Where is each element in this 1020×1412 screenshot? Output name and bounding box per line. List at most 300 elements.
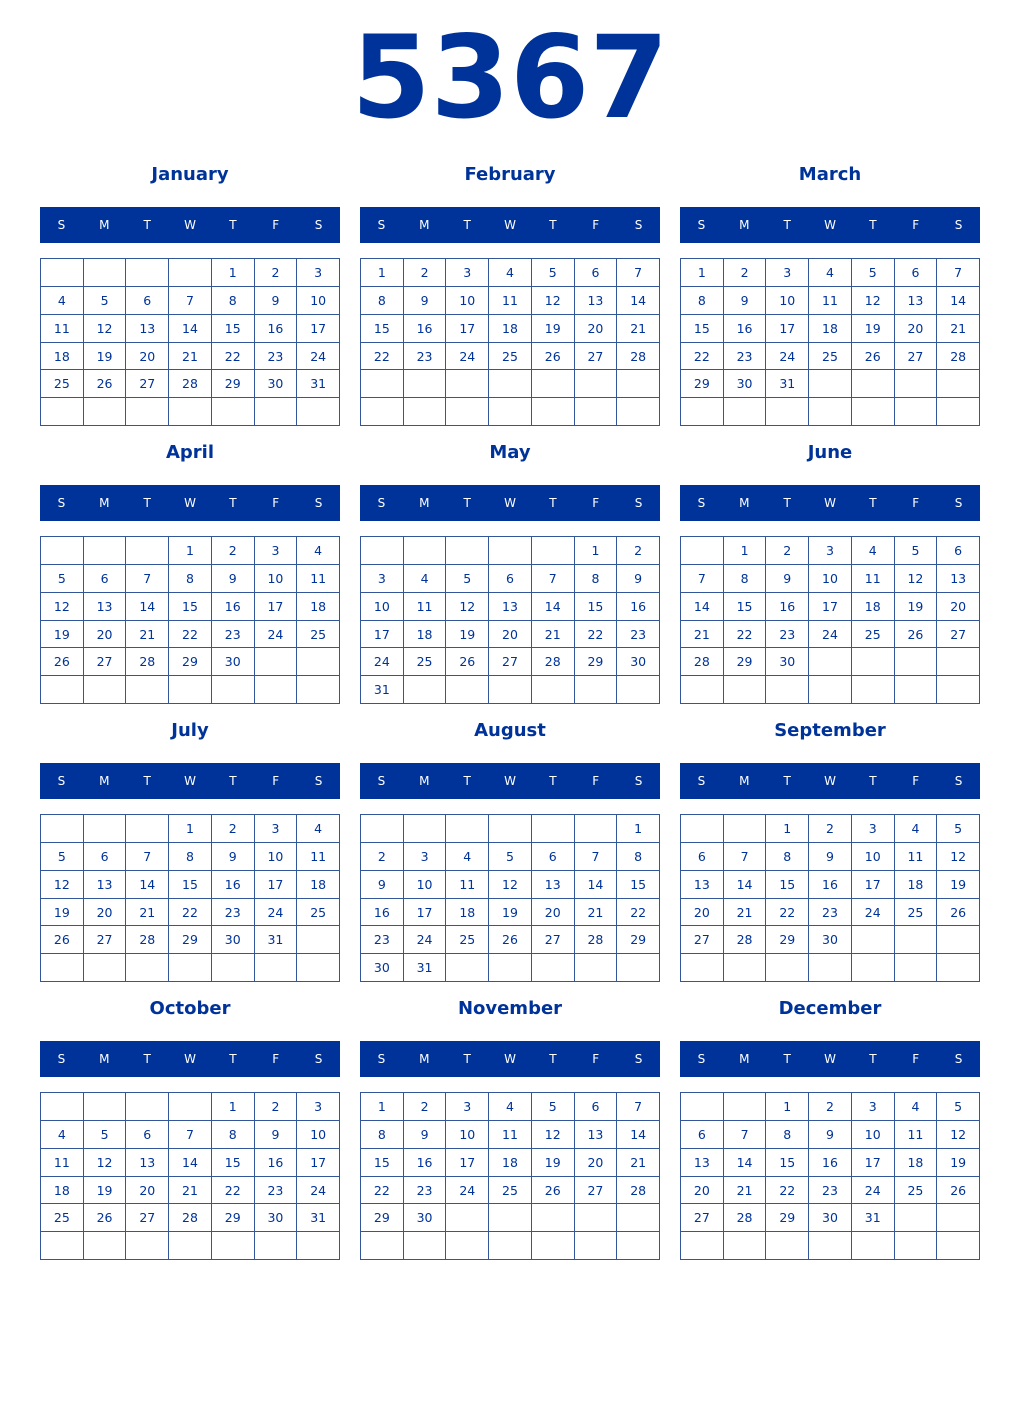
weekday-label: W — [504, 774, 516, 788]
empty-day-cell — [937, 676, 980, 704]
day-cell: 20 — [575, 315, 618, 343]
day-cell: 17 — [809, 593, 852, 621]
empty-day-cell — [937, 926, 980, 954]
day-cell: 3 — [297, 1093, 340, 1121]
day-cell: 2 — [212, 815, 255, 843]
day-cell: 10 — [852, 843, 895, 871]
day-cell: 23 — [404, 343, 447, 371]
day-cell: 7 — [724, 1121, 767, 1149]
day-cell: 6 — [681, 843, 724, 871]
empty-day-cell — [84, 676, 127, 704]
day-cell: 10 — [809, 565, 852, 593]
day-cell: 12 — [937, 1121, 980, 1149]
month-name: December — [778, 998, 882, 1019]
day-cell: 11 — [895, 1121, 938, 1149]
day-cell: 10 — [297, 287, 340, 315]
day-cell: 15 — [681, 315, 724, 343]
month-name: April — [165, 442, 215, 463]
day-cell: 9 — [809, 1121, 852, 1149]
day-grid — [360, 258, 660, 426]
day-cell: 6 — [489, 565, 532, 593]
month-september — [680, 713, 980, 985]
day-cell: 16 — [255, 315, 298, 343]
day-cell: 14 — [532, 593, 575, 621]
weekday-label: S — [314, 218, 323, 232]
weekday-label: T — [549, 218, 557, 232]
empty-day-cell — [617, 398, 660, 426]
day-cell: 27 — [84, 926, 127, 954]
day-cell: 4 — [404, 565, 447, 593]
day-cell: 9 — [255, 1121, 298, 1149]
empty-day-cell — [84, 1232, 127, 1260]
weekday-header — [360, 1041, 660, 1077]
day-cell: 8 — [212, 287, 255, 315]
weekday-label: T — [143, 774, 151, 788]
weekday-label: W — [824, 218, 836, 232]
weekday-label: T — [869, 496, 877, 510]
empty-day-cell — [446, 370, 489, 398]
day-cell: 28 — [169, 370, 212, 398]
weekday-label: T — [463, 774, 471, 788]
day-cell: 19 — [937, 1149, 980, 1177]
empty-day-cell — [575, 1204, 618, 1232]
day-cell: 24 — [852, 1177, 895, 1205]
day-cell: 17 — [852, 1149, 895, 1177]
empty-day-cell — [681, 537, 724, 565]
empty-day-cell — [895, 648, 938, 676]
empty-day-cell — [41, 1093, 84, 1121]
day-cell: 16 — [809, 871, 852, 899]
day-cell: 31 — [297, 370, 340, 398]
empty-day-cell — [126, 1232, 169, 1260]
empty-day-cell — [84, 954, 127, 982]
empty-day-cell — [766, 398, 809, 426]
month-name: October — [149, 998, 231, 1019]
day-cell: 3 — [446, 259, 489, 287]
day-cell: 11 — [446, 871, 489, 899]
day-cell: 29 — [361, 1204, 404, 1232]
empty-day-cell — [937, 1232, 980, 1260]
day-cell: 12 — [937, 843, 980, 871]
day-cell: 6 — [895, 259, 938, 287]
empty-day-cell — [724, 398, 767, 426]
day-cell: 8 — [766, 1121, 809, 1149]
day-cell: 29 — [724, 648, 767, 676]
empty-day-cell — [361, 815, 404, 843]
day-cell: 20 — [84, 621, 127, 649]
day-cell: 13 — [84, 593, 127, 621]
day-cell: 3 — [446, 1093, 489, 1121]
day-cell: 19 — [446, 621, 489, 649]
day-cell: 24 — [255, 621, 298, 649]
day-cell: 12 — [895, 565, 938, 593]
empty-day-cell — [41, 537, 84, 565]
day-cell: 21 — [724, 1177, 767, 1205]
weekday-label: S — [57, 1052, 66, 1066]
weekday-label: F — [592, 218, 600, 232]
weekday-label: S — [57, 218, 66, 232]
day-cell: 29 — [169, 926, 212, 954]
day-cell: 15 — [724, 593, 767, 621]
empty-day-cell — [212, 1232, 255, 1260]
day-cell: 28 — [126, 926, 169, 954]
empty-day-cell — [84, 259, 127, 287]
day-cell: 15 — [766, 1149, 809, 1177]
day-cell: 26 — [895, 621, 938, 649]
month-name: June — [807, 442, 853, 463]
day-cell: 21 — [724, 899, 767, 927]
day-cell: 12 — [489, 871, 532, 899]
empty-day-cell — [489, 676, 532, 704]
day-cell: 21 — [169, 343, 212, 371]
day-cell: 26 — [489, 926, 532, 954]
day-cell: 21 — [126, 899, 169, 927]
day-cell: 27 — [681, 926, 724, 954]
empty-day-cell — [809, 398, 852, 426]
weekday-header — [40, 1041, 340, 1077]
empty-day-cell — [84, 398, 127, 426]
empty-day-cell — [937, 1204, 980, 1232]
weekday-label: T — [869, 218, 877, 232]
day-cell: 21 — [937, 315, 980, 343]
day-cell: 5 — [532, 1093, 575, 1121]
day-cell: 19 — [41, 899, 84, 927]
day-cell: 11 — [297, 565, 340, 593]
weekday-label: F — [912, 496, 920, 510]
empty-day-cell — [169, 1232, 212, 1260]
empty-day-cell — [361, 398, 404, 426]
day-cell: 14 — [126, 593, 169, 621]
day-cell: 13 — [681, 1149, 724, 1177]
weekday-label: W — [504, 1052, 516, 1066]
weekday-label: T — [549, 774, 557, 788]
day-cell: 27 — [489, 648, 532, 676]
empty-day-cell — [446, 537, 489, 565]
empty-day-cell — [126, 815, 169, 843]
day-cell: 25 — [852, 621, 895, 649]
weekday-label: M — [739, 218, 750, 232]
day-cell: 12 — [84, 1149, 127, 1177]
weekday-label: T — [229, 496, 237, 510]
day-cell: 7 — [617, 259, 660, 287]
day-cell: 23 — [404, 1177, 447, 1205]
day-cell: 25 — [489, 1177, 532, 1205]
day-cell: 1 — [681, 259, 724, 287]
day-cell: 10 — [852, 1121, 895, 1149]
day-cell: 21 — [169, 1177, 212, 1205]
day-cell: 24 — [766, 343, 809, 371]
day-cell: 23 — [724, 343, 767, 371]
day-cell: 3 — [361, 565, 404, 593]
empty-day-cell — [895, 398, 938, 426]
empty-day-cell — [575, 676, 618, 704]
day-cell: 2 — [617, 537, 660, 565]
day-cell: 8 — [361, 287, 404, 315]
day-cell: 20 — [681, 1177, 724, 1205]
empty-day-cell — [126, 259, 169, 287]
empty-day-cell — [255, 676, 298, 704]
empty-day-cell — [895, 954, 938, 982]
weekday-label: S — [377, 218, 386, 232]
weekday-label: T — [143, 1052, 151, 1066]
day-cell: 1 — [617, 815, 660, 843]
day-cell: 15 — [212, 315, 255, 343]
day-cell: 8 — [575, 565, 618, 593]
weekday-label: M — [99, 218, 110, 232]
day-cell: 22 — [212, 343, 255, 371]
weekday-header — [680, 485, 980, 521]
day-cell: 9 — [404, 1121, 447, 1149]
day-grid — [40, 814, 340, 982]
empty-day-cell — [297, 926, 340, 954]
day-cell: 4 — [489, 1093, 532, 1121]
day-cell: 25 — [809, 343, 852, 371]
weekday-label: F — [592, 774, 600, 788]
weekday-label: W — [824, 774, 836, 788]
day-cell: 12 — [41, 593, 84, 621]
day-cell: 9 — [766, 565, 809, 593]
weekday-label: S — [57, 496, 66, 510]
empty-day-cell — [532, 1204, 575, 1232]
day-cell: 23 — [617, 621, 660, 649]
day-cell: 24 — [361, 648, 404, 676]
empty-day-cell — [404, 676, 447, 704]
weekday-label: S — [954, 218, 963, 232]
day-cell: 16 — [617, 593, 660, 621]
day-cell: 30 — [361, 954, 404, 982]
weekday-label: T — [463, 1052, 471, 1066]
day-cell: 3 — [852, 815, 895, 843]
day-cell: 11 — [41, 1149, 84, 1177]
day-cell: 30 — [255, 1204, 298, 1232]
empty-day-cell — [532, 398, 575, 426]
empty-day-cell — [724, 676, 767, 704]
empty-day-cell — [937, 648, 980, 676]
day-cell: 26 — [937, 1177, 980, 1205]
day-cell: 1 — [212, 1093, 255, 1121]
day-cell: 15 — [575, 593, 618, 621]
day-cell: 26 — [532, 343, 575, 371]
weekday-label: T — [549, 1052, 557, 1066]
day-cell: 28 — [937, 343, 980, 371]
day-cell: 22 — [361, 343, 404, 371]
weekday-label: S — [697, 1052, 706, 1066]
day-cell: 6 — [126, 287, 169, 315]
month-name: July — [171, 720, 209, 741]
day-cell: 19 — [84, 1177, 127, 1205]
day-cell: 5 — [532, 259, 575, 287]
day-cell: 6 — [575, 1093, 618, 1121]
day-cell: 28 — [169, 1204, 212, 1232]
day-cell: 3 — [255, 815, 298, 843]
day-cell: 24 — [297, 1177, 340, 1205]
day-cell: 25 — [895, 1177, 938, 1205]
day-cell: 26 — [446, 648, 489, 676]
day-cell: 17 — [852, 871, 895, 899]
day-cell: 16 — [255, 1149, 298, 1177]
empty-day-cell — [126, 1093, 169, 1121]
day-cell: 9 — [617, 565, 660, 593]
day-cell: 11 — [404, 593, 447, 621]
day-cell: 20 — [895, 315, 938, 343]
day-cell: 18 — [41, 343, 84, 371]
weekday-header — [40, 763, 340, 799]
empty-day-cell — [852, 954, 895, 982]
empty-day-cell — [404, 370, 447, 398]
day-cell: 13 — [895, 287, 938, 315]
day-cell: 29 — [617, 926, 660, 954]
weekday-label: S — [377, 1052, 386, 1066]
day-cell: 25 — [489, 343, 532, 371]
weekday-header — [680, 763, 980, 799]
day-cell: 2 — [404, 1093, 447, 1121]
weekday-label: F — [912, 218, 920, 232]
day-cell: 18 — [852, 593, 895, 621]
weekday-label: S — [314, 496, 323, 510]
day-cell: 17 — [297, 1149, 340, 1177]
empty-day-cell — [852, 1232, 895, 1260]
day-cell: 30 — [617, 648, 660, 676]
day-cell: 8 — [169, 843, 212, 871]
day-cell: 31 — [852, 1204, 895, 1232]
month-january — [40, 157, 340, 429]
day-cell: 10 — [361, 593, 404, 621]
day-cell: 28 — [617, 343, 660, 371]
month-july — [40, 713, 340, 985]
day-cell: 7 — [724, 843, 767, 871]
day-cell: 14 — [169, 315, 212, 343]
day-cell: 5 — [84, 287, 127, 315]
empty-day-cell — [255, 954, 298, 982]
day-cell: 3 — [297, 259, 340, 287]
weekday-label: S — [634, 496, 643, 510]
day-cell: 23 — [255, 1177, 298, 1205]
day-cell: 27 — [126, 370, 169, 398]
day-cell: 1 — [766, 1093, 809, 1121]
day-cell: 24 — [809, 621, 852, 649]
empty-day-cell — [404, 537, 447, 565]
empty-day-cell — [446, 1204, 489, 1232]
day-cell: 7 — [169, 287, 212, 315]
day-cell: 25 — [895, 899, 938, 927]
empty-day-cell — [169, 954, 212, 982]
weekday-label: T — [869, 774, 877, 788]
day-cell: 5 — [446, 565, 489, 593]
weekday-label: M — [99, 1052, 110, 1066]
day-cell: 2 — [809, 815, 852, 843]
day-grid — [360, 814, 660, 982]
day-cell: 12 — [532, 1121, 575, 1149]
day-cell: 1 — [575, 537, 618, 565]
day-cell: 12 — [446, 593, 489, 621]
empty-day-cell — [895, 676, 938, 704]
day-grid — [360, 1092, 660, 1260]
day-cell: 2 — [361, 843, 404, 871]
weekday-label: S — [634, 218, 643, 232]
weekday-label: S — [314, 1052, 323, 1066]
day-cell: 21 — [126, 621, 169, 649]
day-cell: 4 — [895, 1093, 938, 1121]
empty-day-cell — [809, 954, 852, 982]
day-cell: 30 — [724, 370, 767, 398]
day-cell: 22 — [617, 899, 660, 927]
day-cell: 22 — [575, 621, 618, 649]
empty-day-cell — [681, 815, 724, 843]
empty-day-cell — [617, 1232, 660, 1260]
month-name: November — [457, 998, 563, 1019]
day-cell: 10 — [255, 843, 298, 871]
day-cell: 3 — [255, 537, 298, 565]
day-cell: 7 — [681, 565, 724, 593]
day-cell: 11 — [809, 287, 852, 315]
month-name: February — [464, 164, 556, 185]
weekday-label: S — [697, 774, 706, 788]
day-cell: 19 — [489, 899, 532, 927]
year-title: 5367 — [351, 11, 669, 144]
day-cell: 11 — [41, 315, 84, 343]
day-cell: 30 — [212, 926, 255, 954]
day-cell: 24 — [446, 343, 489, 371]
day-cell: 5 — [41, 565, 84, 593]
weekday-label: S — [954, 1052, 963, 1066]
weekday-header — [360, 763, 660, 799]
day-cell: 2 — [212, 537, 255, 565]
day-cell: 26 — [84, 370, 127, 398]
weekday-label: S — [314, 774, 323, 788]
empty-day-cell — [617, 954, 660, 982]
empty-day-cell — [809, 1232, 852, 1260]
day-cell: 12 — [852, 287, 895, 315]
day-cell: 5 — [489, 843, 532, 871]
weekday-label: F — [272, 496, 280, 510]
day-cell: 27 — [937, 621, 980, 649]
empty-day-cell — [724, 815, 767, 843]
empty-day-cell — [575, 370, 618, 398]
empty-day-cell — [766, 676, 809, 704]
empty-day-cell — [681, 398, 724, 426]
empty-day-cell — [297, 398, 340, 426]
weekday-label: M — [419, 218, 430, 232]
day-cell: 17 — [766, 315, 809, 343]
day-cell: 20 — [532, 899, 575, 927]
day-cell: 17 — [446, 315, 489, 343]
day-cell: 1 — [766, 815, 809, 843]
day-cell: 25 — [41, 370, 84, 398]
day-cell: 29 — [575, 648, 618, 676]
empty-day-cell — [126, 676, 169, 704]
day-cell: 11 — [297, 843, 340, 871]
empty-day-cell — [169, 398, 212, 426]
day-cell: 13 — [126, 315, 169, 343]
day-cell: 17 — [361, 621, 404, 649]
weekday-label: M — [739, 1052, 750, 1066]
day-cell: 19 — [84, 343, 127, 371]
month-august — [360, 713, 660, 985]
day-grid — [680, 536, 980, 704]
empty-day-cell — [126, 398, 169, 426]
empty-day-cell — [532, 537, 575, 565]
weekday-label: F — [912, 774, 920, 788]
empty-day-cell — [297, 954, 340, 982]
empty-day-cell — [361, 1232, 404, 1260]
day-cell: 17 — [446, 1149, 489, 1177]
day-cell: 22 — [766, 899, 809, 927]
day-cell: 14 — [724, 1149, 767, 1177]
day-cell: 15 — [169, 593, 212, 621]
day-cell: 16 — [361, 899, 404, 927]
day-cell: 18 — [297, 593, 340, 621]
empty-day-cell — [126, 954, 169, 982]
